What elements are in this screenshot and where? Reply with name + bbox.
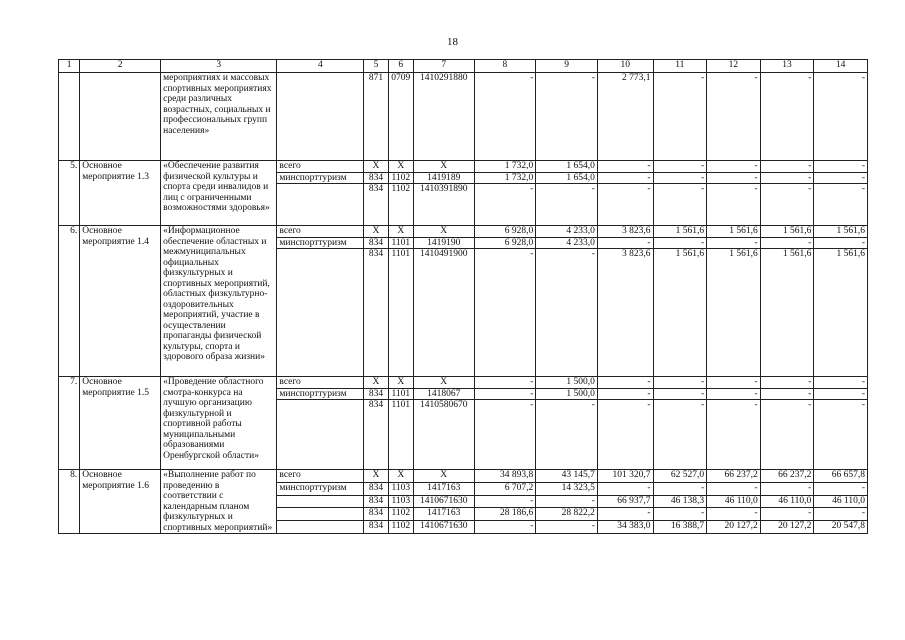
col-8-cell: 1 732,0 [474,161,536,173]
col-7-cell: 1419189 [413,172,474,184]
col-13-cell: 1 561,6 [760,249,814,377]
col-14-cell: - [814,377,868,389]
col-10-cell: 3 823,6 [597,249,653,377]
item-number: 5. [59,161,80,226]
col-13-cell: - [760,237,814,249]
header-row [59,60,868,73]
header-cell: 14 [814,60,868,73]
col-14-cell: 20 547,8 [814,521,868,534]
col-12-cell: - [707,73,761,161]
col-14-cell: - [814,172,868,184]
budget-table [58,59,868,534]
col-11-cell: 1 561,6 [653,249,707,377]
description-cell: мероприятиях и массовых спортивных мероприятиях среди различных возрастных, социальных и профессиональных групп населения» [161,73,277,161]
col-8-cell: - [474,249,536,377]
col-9-cell: 4 233,0 [536,237,598,249]
col-5-cell: 834 [364,172,388,184]
col-10-cell: - [597,161,653,173]
col-11-cell: - [653,161,707,173]
col-10-cell: - [597,184,653,226]
col-14-cell: 66 657,8 [814,470,868,483]
col-5-cell: 834 [364,388,388,400]
col-13-cell: - [760,172,814,184]
col-12-cell: 1 561,6 [707,249,761,377]
executor-cell: минспорттуризм [277,482,364,495]
header-cell: 9 [536,60,598,73]
col-8-cell: 6 928,0 [474,226,536,238]
col-12-cell: 66 237,2 [707,470,761,483]
col-7-cell: X [413,226,474,238]
col-9-cell: 1 654,0 [536,161,598,173]
col-13-cell: - [760,388,814,400]
executor-cell [277,184,364,226]
item-description: «Проведение областного смотра-конкурса на лучшую организацию физкультурной и спортивной работы муниципальными образованиями Оренбургской области» [161,377,277,470]
col-8-cell: 28 186,6 [474,508,536,521]
col-11-cell: - [653,172,707,184]
col-7-cell: X [413,161,474,173]
executor-cell: всего [277,161,364,173]
col-6-cell: X [388,470,413,483]
col-10-cell: - [597,508,653,521]
col-14-cell: - [814,482,868,495]
executor-cell: всего [277,226,364,238]
col-5-cell: X [364,161,388,173]
header-cell: 7 [413,60,474,73]
col-14-cell: - [814,73,868,161]
col-12-cell: - [707,172,761,184]
col-9-cell: 14 323,5 [536,482,598,495]
col-5-cell: 834 [364,508,388,521]
col-13-cell: - [760,184,814,226]
col-13-cell: - [760,400,814,470]
col-6-cell: 1102 [388,508,413,521]
col-12-cell: 46 110,0 [707,495,761,508]
col-6-cell: 1101 [388,237,413,249]
col-9-cell: 1 500,0 [536,388,598,400]
col-9-cell: 43 145,7 [536,470,598,483]
col-12-cell: - [707,184,761,226]
col-8-cell: 6 707,2 [474,482,536,495]
header-cell: 6 [388,60,413,73]
col-5-cell: 834 [364,495,388,508]
item-number: 6. [59,226,80,377]
col-9-cell: - [536,400,598,470]
col-5-cell: 834 [364,400,388,470]
item-name: Основное мероприятие 1.5 [80,377,161,470]
table-row [59,73,868,161]
col-9-cell: 1 654,0 [536,172,598,184]
col-11-cell: - [653,508,707,521]
col-5-cell: 834 [364,184,388,226]
col-13-cell: 46 110,0 [760,495,814,508]
col-10-cell: - [597,482,653,495]
col-5-cell: X [364,226,388,238]
table-row [59,377,868,389]
col-14-cell: 1 561,6 [814,226,868,238]
col-7-cell: X [413,470,474,483]
col-9-cell: - [536,184,598,226]
col-6-cell: 0709 [388,73,413,161]
col-6-cell: 1103 [388,495,413,508]
page-number: 18 [447,36,458,48]
col-13-cell: - [760,508,814,521]
col-10-cell: - [597,377,653,389]
col-7-cell: 1410291880 [413,73,474,161]
executor-cell [277,495,364,508]
item-description: «Информационное обеспечение областных и межмуниципальных официальных физкультурных и спортивных мероприятий, областных физкультурно-оздоровительных мероприятий, участие в осуществлении пропаганды физической культуры, спорта и здорового образа жизни» [161,226,277,377]
col-13-cell: - [760,377,814,389]
header-cell: 8 [474,60,536,73]
executor-cell: минспорттуризм [277,237,364,249]
col-10-cell: - [597,388,653,400]
item-description: «Обеспечение развития физической культуры и спорта среди инвалидов и лиц с ограниченными возможностями здоровья» [161,161,277,226]
executor-cell: минспорттуризм [277,388,364,400]
item-name: Основное мероприятие 1.4 [80,226,161,377]
col-14-cell: - [814,161,868,173]
header-cell: 11 [653,60,707,73]
col-7-cell: 1410671630 [413,495,474,508]
col-10-cell: - [597,172,653,184]
header-cell: 10 [597,60,653,73]
col-10-cell: - [597,237,653,249]
table-row [59,226,868,238]
header-cell: 1 [59,60,80,73]
col-12-cell: - [707,482,761,495]
col-7-cell: 1418067 [413,388,474,400]
col-14-cell: - [814,388,868,400]
col-11-cell: - [653,400,707,470]
col-7-cell: 1417163 [413,482,474,495]
col-11-cell: - [653,388,707,400]
col-5-cell: 834 [364,237,388,249]
col-11-cell: - [653,482,707,495]
executor-cell: всего [277,377,364,389]
col-8-cell: - [474,377,536,389]
col-5-cell: 871 [364,73,388,161]
col-11-cell: - [653,237,707,249]
col-5-cell: X [364,377,388,389]
col-8-cell: 1 732,0 [474,172,536,184]
col-6-cell: 1101 [388,400,413,470]
col-8-cell: - [474,495,536,508]
col-14-cell: - [814,508,868,521]
col-6-cell: X [388,226,413,238]
col-14-cell: - [814,400,868,470]
col-10-cell: 2 773,1 [597,73,653,161]
col-13-cell: 1 561,6 [760,226,814,238]
col-5-cell: 834 [364,482,388,495]
col-14-cell: - [814,237,868,249]
item-name: Основное мероприятие 1.6 [80,470,161,534]
executor-cell [277,73,364,161]
col-6-cell: 1102 [388,184,413,226]
col-7-cell: X [413,377,474,389]
item-name: Основное мероприятие 1.3 [80,161,161,226]
col-10-cell: 34 383,0 [597,521,653,534]
item-number: 8. [59,470,80,534]
col-12-cell: 20 127,2 [707,521,761,534]
header-cell: 12 [707,60,761,73]
col-9-cell: - [536,249,598,377]
col-11-cell: - [653,184,707,226]
col-7-cell: 1410491900 [413,249,474,377]
col-14-cell: 1 561,6 [814,249,868,377]
col-6-cell: X [388,161,413,173]
header-cell: 3 [161,60,277,73]
table-row [59,161,868,173]
header-cell: 2 [80,60,161,73]
col-11-cell: 16 388,7 [653,521,707,534]
col-11-cell: - [653,377,707,389]
executor-cell [277,508,364,521]
executor-cell [277,249,364,377]
col-5-cell: 834 [364,249,388,377]
executor-cell [277,521,364,534]
col-5-cell: X [364,470,388,483]
executor-cell [277,400,364,470]
col-10-cell: - [597,400,653,470]
col-8-cell: - [474,184,536,226]
header-cell: 5 [364,60,388,73]
col-11-cell: - [653,73,707,161]
col-10-cell: 101 320,7 [597,470,653,483]
col-7-cell: 1417163 [413,508,474,521]
col-13-cell: - [760,161,814,173]
col-8-cell: 34 893,8 [474,470,536,483]
col-14-cell: 46 110,0 [814,495,868,508]
col-7-cell: 1410671630 [413,521,474,534]
col-12-cell: - [707,388,761,400]
col-12-cell: - [707,377,761,389]
col-9-cell: - [536,495,598,508]
table-row [59,470,868,483]
col-11-cell: 1 561,6 [653,226,707,238]
col-12-cell: - [707,161,761,173]
col-9-cell: 28 822,2 [536,508,598,521]
col-10-cell: 66 937,7 [597,495,653,508]
col-8-cell: 6 928,0 [474,237,536,249]
col-13-cell: 66 237,2 [760,470,814,483]
col-9-cell: 1 500,0 [536,377,598,389]
col-5-cell: 834 [364,521,388,534]
col-11-cell: 62 527,0 [653,470,707,483]
col-12-cell: - [707,400,761,470]
col-12-cell: - [707,508,761,521]
col-8-cell: - [474,388,536,400]
header-cell: 13 [760,60,814,73]
col-6-cell: 1102 [388,521,413,534]
name-cell [80,73,161,161]
col-9-cell: - [536,73,598,161]
col-13-cell: 20 127,2 [760,521,814,534]
executor-cell: минспорттуризм [277,172,364,184]
col-9-cell: 4 233,0 [536,226,598,238]
col-6-cell: 1102 [388,172,413,184]
item-number: 7. [59,377,80,470]
col-8-cell: - [474,73,536,161]
col-13-cell: - [760,73,814,161]
col-13-cell: - [760,482,814,495]
col-9-cell: - [536,521,598,534]
col-14-cell: - [814,184,868,226]
item-description: «Выполнение работ по проведению в соответствии с календарным планом физкультурных и спортивных мероприятий» [161,470,277,534]
col-7-cell: 1410391890 [413,184,474,226]
executor-cell: всего [277,470,364,483]
col-6-cell: X [388,377,413,389]
header-cell: 4 [277,60,364,73]
col-8-cell: - [474,400,536,470]
col-7-cell: 1410580670 [413,400,474,470]
col-12-cell: 1 561,6 [707,226,761,238]
col-7-cell: 1419190 [413,237,474,249]
col-6-cell: 1101 [388,388,413,400]
col-11-cell: 46 138,3 [653,495,707,508]
col-6-cell: 1103 [388,482,413,495]
col-10-cell: 3 823,6 [597,226,653,238]
col-12-cell: - [707,237,761,249]
col-6-cell: 1101 [388,249,413,377]
col-8-cell: - [474,521,536,534]
num-cell [59,73,80,161]
